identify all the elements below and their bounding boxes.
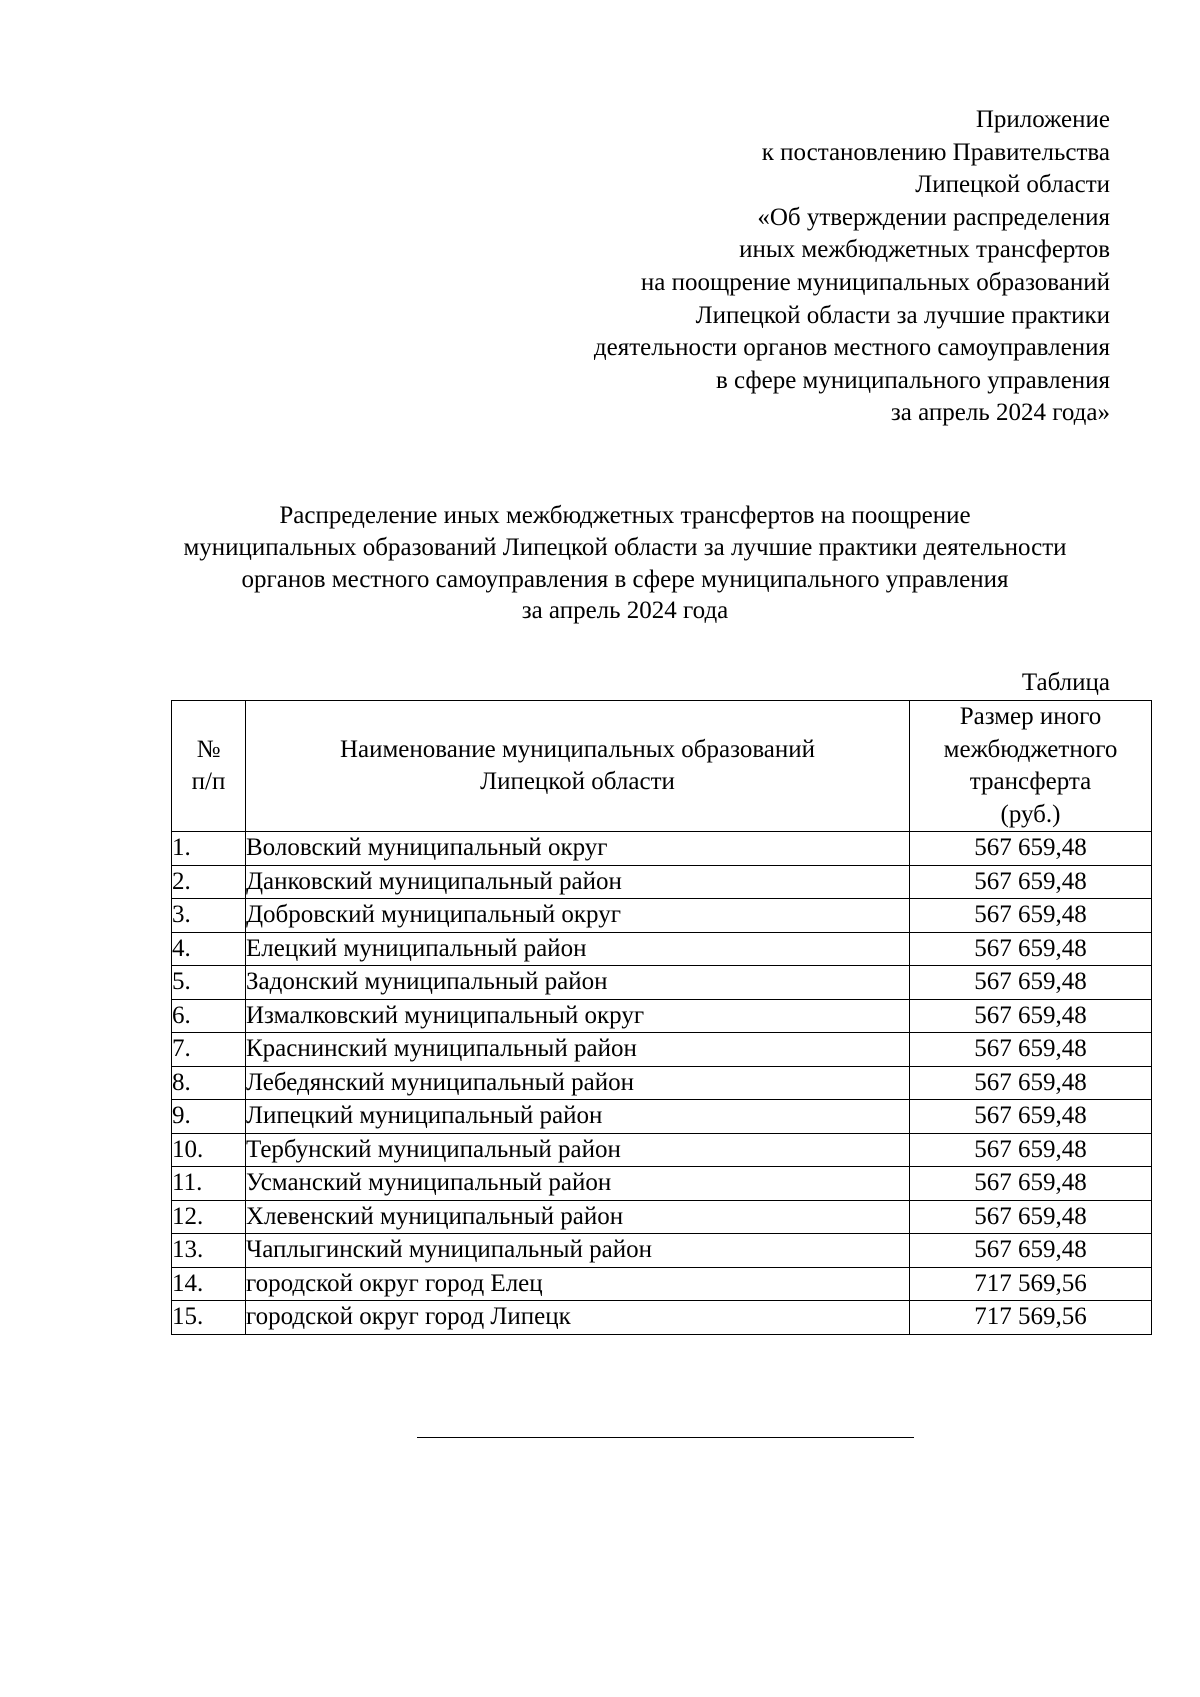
table-row (172, 899, 1152, 933)
header-amount-line: Размер иного (959, 703, 1102, 730)
row-number: 10. (172, 1133, 246, 1167)
row-number: 13. (172, 1234, 246, 1268)
table-row (172, 1100, 1152, 1134)
transfers-table (171, 700, 1152, 1335)
header-amount-line: (руб.) (1000, 800, 1061, 828)
document-title-line: муниципальных образований Липецкой области за лучшие практики деятельности (183, 533, 1067, 561)
row-number: 8. (172, 1066, 246, 1100)
table-row (172, 1200, 1152, 1234)
row-transfer-amount: 567 659,48 (910, 966, 1152, 1000)
row-municipality-name: Краснинский муниципальный район (246, 1033, 910, 1067)
appendix-header-line: к постановлению Правительства (761, 138, 1110, 166)
row-transfer-amount: 567 659,48 (910, 1133, 1152, 1167)
row-number: 3. (172, 899, 246, 933)
appendix-header-line: Липецкой области за лучшие практики (695, 301, 1110, 329)
row-municipality-name: городской округ город Елец (246, 1267, 910, 1301)
appendix-header-line: Приложение (975, 106, 1110, 133)
header-name-line: Липецкой области (480, 768, 675, 795)
row-number: 15. (172, 1301, 246, 1335)
appendix-header-line: за апрель 2024 года» (890, 399, 1110, 427)
document-title-line: органов местного самоуправления в сфере муниципального управления (241, 565, 1009, 593)
header-number (172, 701, 246, 832)
row-transfer-amount: 567 659,48 (910, 999, 1152, 1033)
appendix-header-line: иных межбюджетных трансфертов (739, 236, 1110, 264)
table-row (172, 1301, 1152, 1335)
table-row (172, 865, 1152, 899)
header-amount (910, 701, 1152, 832)
row-number: 1. (172, 832, 246, 866)
row-transfer-amount: 717 569,56 (910, 1301, 1152, 1335)
row-municipality-name: Липецкий муниципальный район (246, 1100, 910, 1134)
row-municipality-name: городской округ город Липецк (246, 1301, 910, 1335)
document-title (100, 500, 1150, 627)
row-number: 14. (172, 1267, 246, 1301)
table-row (172, 932, 1152, 966)
row-transfer-amount: 567 659,48 (910, 865, 1152, 899)
row-transfer-amount: 717 569,56 (910, 1267, 1152, 1301)
table-row (172, 832, 1152, 866)
closing-separator-line (417, 1437, 914, 1438)
table-row (172, 1167, 1152, 1201)
table-row (172, 999, 1152, 1033)
table-row (172, 1267, 1152, 1301)
row-transfer-amount: 567 659,48 (910, 1234, 1152, 1268)
row-number: 5. (172, 966, 246, 1000)
row-municipality-name: Чаплыгинский муниципальный район (246, 1234, 910, 1268)
row-municipality-name: Лебедянский муниципальный район (246, 1066, 910, 1100)
row-transfer-amount: 567 659,48 (910, 1100, 1152, 1134)
appendix-header-line: на поощрение муниципальных образований (640, 268, 1110, 296)
header-amount-line: трансферта (969, 768, 1092, 795)
table-body (172, 832, 1152, 1335)
row-number: 9. (172, 1100, 246, 1134)
header-amount-line: межбюджетного (943, 735, 1118, 763)
row-municipality-name: Воловский муниципальный округ (246, 832, 910, 866)
table-row (172, 1133, 1152, 1167)
table-header (172, 701, 1152, 832)
document-title-line: за апрель 2024 года (521, 597, 729, 625)
table-header-row (172, 701, 1152, 832)
row-transfer-amount: 567 659,48 (910, 1167, 1152, 1201)
table-row (172, 966, 1152, 1000)
row-municipality-name: Елецкий муниципальный район (246, 932, 910, 966)
appendix-header (410, 104, 1110, 430)
table-row (172, 1066, 1152, 1100)
row-transfer-amount: 567 659,48 (910, 899, 1152, 933)
row-transfer-amount: 567 659,48 (910, 1066, 1152, 1100)
appendix-header-line: «Об утверждении распределения (757, 203, 1110, 231)
appendix-header-line: в сфере муниципального управления (715, 366, 1110, 394)
row-number: 11. (172, 1167, 246, 1201)
row-municipality-name: Данковский муниципальный район (246, 865, 910, 899)
table-row (172, 1234, 1152, 1268)
row-municipality-name: Тербунский муниципальный район (246, 1133, 910, 1167)
header-name (246, 701, 910, 832)
row-municipality-name: Измалковский муниципальный округ (246, 999, 910, 1033)
document-title-line: Распределение иных межбюджетных трансфертов на поощрение (279, 502, 971, 529)
row-number: 6. (172, 999, 246, 1033)
row-municipality-name: Усманский муниципальный район (246, 1167, 910, 1201)
header-number-symbol: № (196, 735, 221, 763)
row-municipality-name: Добровский муниципальный округ (246, 899, 910, 933)
row-number: 2. (172, 865, 246, 899)
row-municipality-name: Задонский муниципальный район (246, 966, 910, 1000)
row-transfer-amount: 567 659,48 (910, 932, 1152, 966)
header-number-abbr: п/п (191, 768, 226, 795)
appendix-header-line: Липецкой области (915, 171, 1110, 199)
row-number: 4. (172, 932, 246, 966)
row-transfer-amount: 567 659,48 (910, 1033, 1152, 1067)
row-number: 7. (172, 1033, 246, 1067)
header-name-line: Наименование муниципальных образований (339, 735, 816, 763)
appendix-header-line: деятельности органов местного самоуправления (593, 334, 1110, 362)
row-transfer-amount: 567 659,48 (910, 1200, 1152, 1234)
row-number: 12. (172, 1200, 246, 1234)
row-transfer-amount: 567 659,48 (910, 832, 1152, 866)
table-label: Таблица (1021, 669, 1110, 696)
table-row (172, 1033, 1152, 1067)
row-municipality-name: Хлевенский муниципальный район (246, 1200, 910, 1234)
